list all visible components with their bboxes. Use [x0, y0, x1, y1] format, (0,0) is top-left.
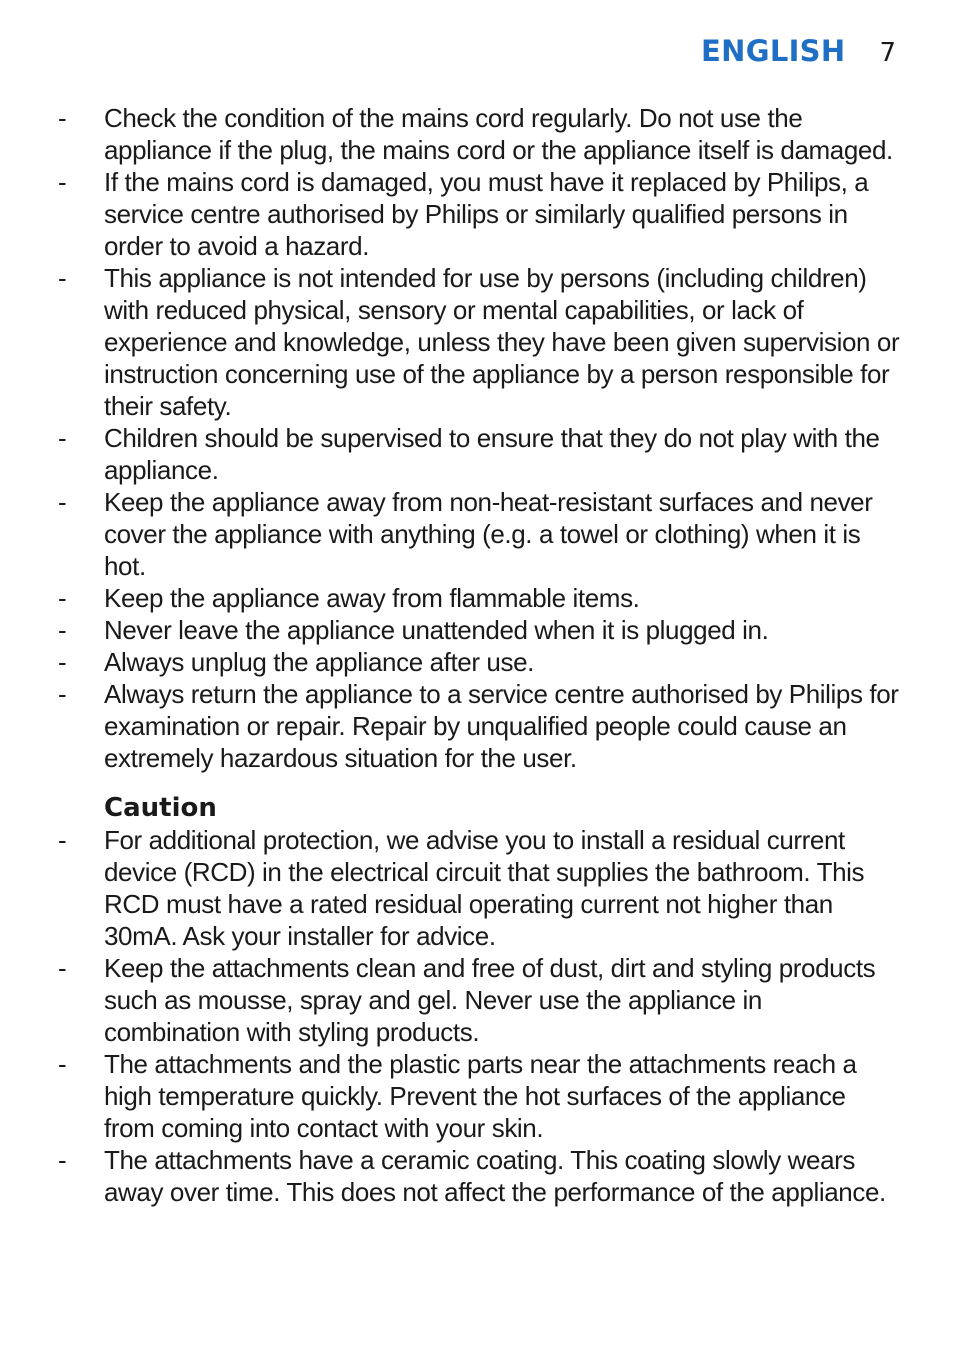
- list-item: [0, 614, 954, 646]
- list-item: [0, 486, 954, 582]
- bullet-dash: -: [58, 263, 67, 293]
- list-item: [0, 952, 954, 1048]
- list-item-text: This appliance is not intended for use by persons (including children) with reduced physical, sensory or mental capabilities, or lack of experience and knowledge, unless they have been given supervision or instruction concerning use of the appliance by a person responsible for their safety.: [104, 263, 900, 421]
- page-header: [701, 34, 896, 68]
- list-item-text: For additional protection, we advise you to install a residual current device (RCD) in the electrical circuit that supplies the bathroom. This RCD must have a rated residual operating current not higher than 30mA. Ask your installer for advice.: [104, 825, 865, 951]
- page-number: 7: [879, 38, 896, 68]
- list-item: [0, 824, 954, 952]
- list-item-text: The attachments and the plastic parts near the attachments reach a high temperature quickly. Prevent the hot surfaces of the appliance from coming into contact with your skin.: [104, 1049, 857, 1143]
- bullet-dash: -: [58, 1145, 67, 1175]
- caution-list: [0, 824, 954, 1208]
- list-item-text: Keep the attachments clean and free of dust, dirt and styling products such as mousse, spray and gel. Never use the appliance in combination with styling products.: [104, 953, 876, 1047]
- bullet-dash: -: [58, 953, 67, 983]
- list-item: [0, 422, 954, 486]
- list-item: [0, 1144, 954, 1208]
- list-item: [0, 262, 954, 422]
- bullet-dash: -: [58, 615, 67, 645]
- warnings-list: [0, 102, 954, 774]
- page-content: [0, 102, 954, 1208]
- list-item: [0, 678, 954, 774]
- bullet-dash: -: [58, 423, 67, 453]
- bullet-dash: -: [58, 103, 67, 133]
- list-item-text: Check the condition of the mains cord regularly. Do not use the appliance if the plug, the mains cord or the appliance itself is damaged.: [104, 103, 893, 165]
- bullet-dash: -: [58, 167, 67, 197]
- language-label: ENGLISH: [701, 34, 846, 68]
- list-item-text: If the mains cord is damaged, you must have it replaced by Philips, a service centre authorised by Philips or similarly qualified persons in order to avoid a hazard.: [104, 167, 869, 261]
- list-item: [0, 582, 954, 614]
- list-item-text: Keep the appliance away from flammable items.: [104, 583, 640, 613]
- list-item-text: Children should be supervised to ensure that they do not play with the appliance.: [104, 423, 880, 485]
- list-item-text: The attachments have a ceramic coating. This coating slowly wears away over time. This does not affect the performance of the appliance.: [104, 1145, 886, 1207]
- list-item-text: Always return the appliance to a service centre authorised by Philips for examination or repair. Repair by unqualified people could cause an extremely hazardous situation for the user.: [104, 679, 899, 773]
- list-item-text: Keep the appliance away from non-heat-resistant surfaces and never cover the appliance with anything (e.g. a towel or clothing) when it is hot.: [104, 487, 873, 581]
- bullet-dash: -: [58, 679, 67, 709]
- bullet-dash: -: [58, 825, 67, 855]
- list-item-text: Always unplug the appliance after use.: [104, 647, 534, 677]
- caution-heading: Caution: [104, 793, 217, 823]
- list-item-text: Never leave the appliance unattended when it is plugged in.: [104, 615, 769, 645]
- bullet-dash: -: [58, 583, 67, 613]
- bullet-dash: -: [58, 487, 67, 517]
- list-item: [0, 1048, 954, 1144]
- bullet-dash: -: [58, 1049, 67, 1079]
- list-item: [0, 166, 954, 262]
- bullet-dash: -: [58, 647, 67, 677]
- list-item: [0, 102, 954, 166]
- list-item: [0, 646, 954, 678]
